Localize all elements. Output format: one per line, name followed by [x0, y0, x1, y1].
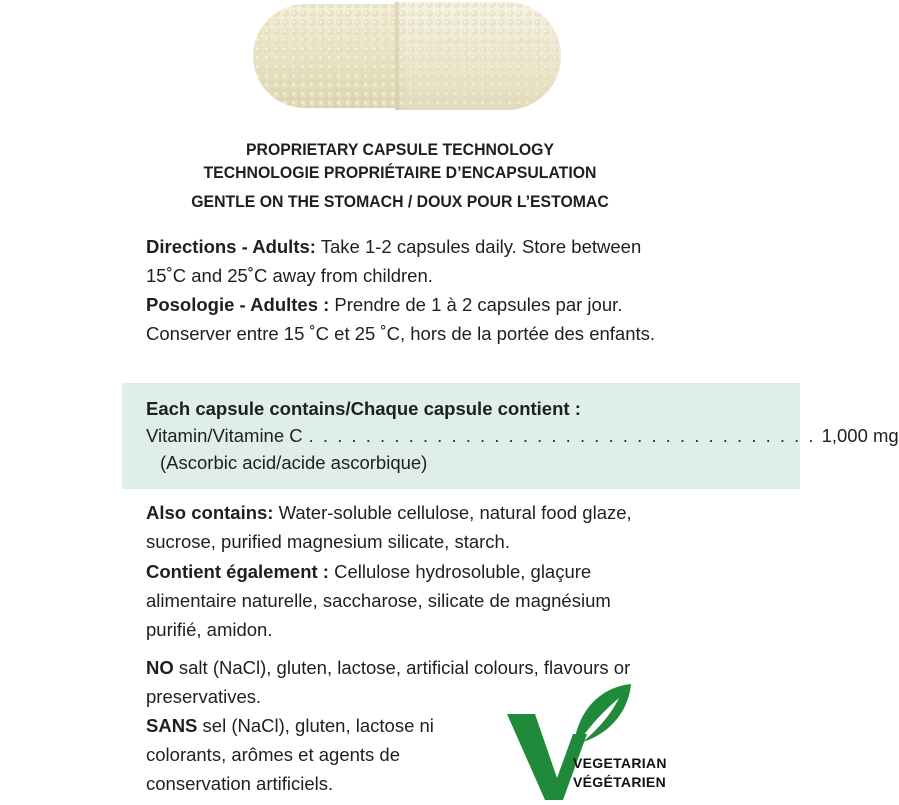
ingredients-panel [122, 383, 899, 489]
ingredient-row [146, 422, 899, 449]
ingredient-amount: 1,000 mg [821, 425, 899, 446]
heading-capsule-technology: PROPRIETARY CAPSULE TECHNOLOGY [245, 140, 555, 159]
ingredient-name: Vitamin/Vitamine C [146, 425, 303, 446]
also-contains-section [146, 498, 666, 556]
contient-text: Cellulose hydrosoluble, glaçure alimentaire naturelle, saccharose, silicate de magnésium purifié, amidon. [146, 561, 611, 640]
contient-section [146, 557, 666, 644]
no-text: salt (NaCl), gluten, lactose, artificial colours, flavours or preservatives. [146, 657, 631, 707]
posologie-text: Prendre de 1 à 2 capsules par jour. Conserver entre 15 ˚C et 25 ˚C, hors de la portée des enfants. [146, 294, 656, 344]
posologie-label: Posologie - Adultes : [146, 294, 330, 315]
heading-gentle-stomach: GENTLE ON THE STOMACH / DOUX POUR L’ESTOMAC [191, 192, 609, 211]
sans-section [146, 711, 506, 798]
capsule-image [245, 0, 565, 112]
sans-label: SANS [146, 715, 198, 736]
directions-section [146, 232, 666, 290]
ingredient-note: (Ascorbic acid/acide ascorbique) [160, 452, 428, 473]
vegetarian-en: VEGETARIAN [573, 755, 667, 771]
also-contains-label: Also contains: [146, 502, 274, 523]
sans-text: sel (NaCl), gluten, lactose ni colorants, arômes et agents de conservation artificiels. [146, 715, 434, 794]
contient-label: Contient également : [146, 561, 329, 582]
headings [0, 138, 800, 213]
heading-technologie: TECHNOLOGIE PROPRIÉTAIRE D’ENCAPSULATION [203, 163, 597, 182]
also-contains-text: Water-soluble cellulose, natural food glaze, sucrose, purified magnesium silicate, starch. [146, 502, 632, 552]
directions-text: Take 1-2 capsules daily. Store between 15˚C and 25˚C away from children. [146, 236, 642, 286]
ingredients-title: Each capsule contains/Chaque capsule contient : [146, 398, 581, 419]
directions-label: Directions - Adults: [146, 236, 316, 257]
vegetarian-fr: VÉGÉTARIEN [573, 774, 666, 790]
vegetarian-text [573, 754, 667, 792]
no-label: NO [146, 657, 174, 678]
capsule-icon [245, 0, 565, 112]
posologie-section [146, 290, 666, 348]
leader-dots: . . . . . . . . . . . . . . . . . . . . . . . . . . . . . . . . . . . . [308, 425, 816, 446]
